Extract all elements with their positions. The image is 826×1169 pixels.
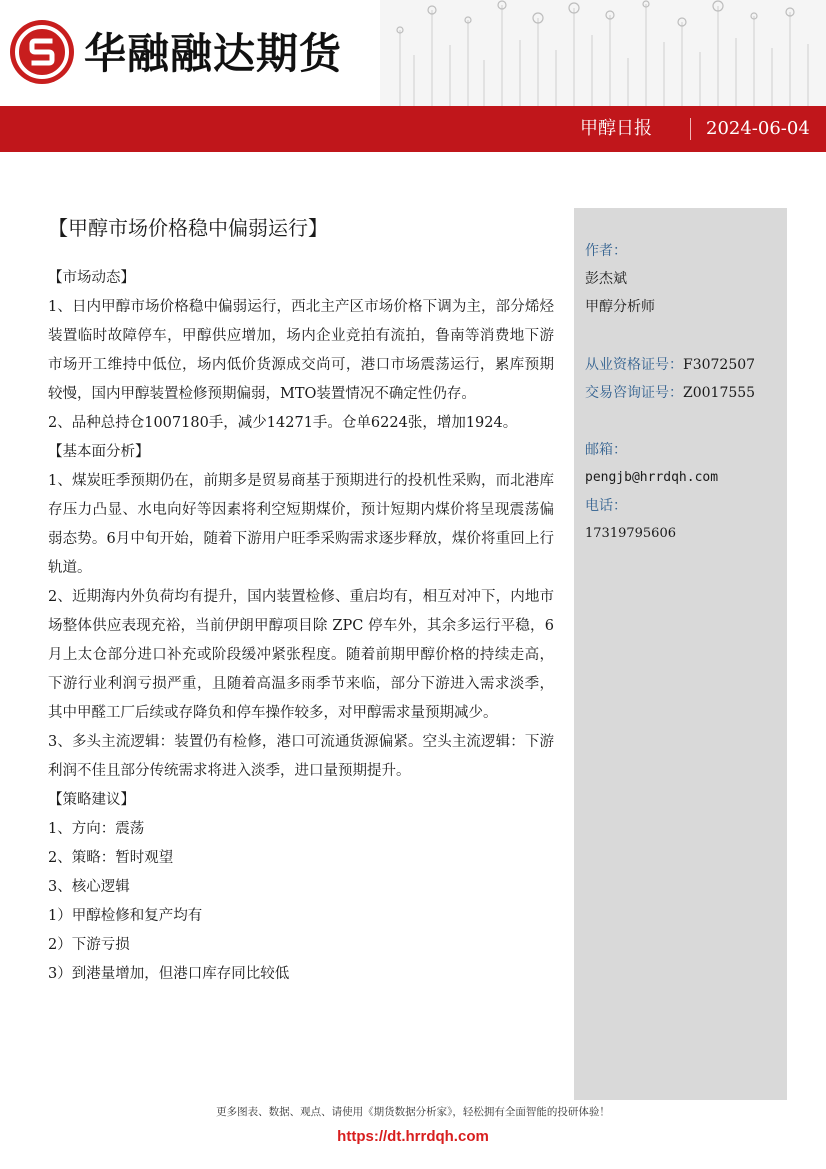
- strategy-item: 3）到港量增加，但港口库存同比较低: [48, 966, 290, 982]
- consult-line: [585, 383, 755, 403]
- paragraph: 2、品种总持仓1007180手，减少14271手。仓单6224张，增加1924。: [48, 415, 518, 431]
- main-content: [48, 210, 554, 989]
- report-date: 2024-06-04: [706, 118, 810, 139]
- article-title: 【甲醇市场价格稳中偏弱运行】: [48, 216, 328, 240]
- paragraph: 2、近期海内外负荷均有提升，国内装置检修、重启均有，相互对冲下，内地市场整体供应表现充裕，当前伊朗甲醇项目除 ZPC 停车外，其余多运行平稳，6月上太仓部分进口补充或阶段缓冲紧张程度。随着前期甲醇价格的持续走高，下游行业利润亏损严重，且随着高温多雨季节来临，部分下游进入需求淡季，其中甲醛工厂后续或存降负和停车操作较多，对甲醇需求量预期减少。: [48, 589, 554, 721]
- paragraph: 1、日内甲醇市场价格稳中偏弱运行，西北主产区市场价格下调为主，部分烯烃装置临时故障停车，甲醇供应增加，场内企业竞拍有流拍，鲁南等消费地下游市场开工维持中低位，场内低价货源成交尚可，港口市场震荡运行，累库预期较慢，国内甲醇装置检修预期偏弱，MTO装置情况不确定性仍存。: [48, 299, 554, 402]
- strategy-item: 2、策略：暂时观望: [48, 850, 174, 866]
- email-label: 邮箱：: [585, 442, 627, 458]
- page-header: [0, 0, 826, 152]
- footer-note: 更多图表、数据、观点、请使用《期货数据分析家》，轻松拥有全面智能的投研体验！: [216, 1106, 610, 1118]
- author-sidebar: [574, 208, 787, 1100]
- qualification-line: [585, 355, 755, 375]
- company-name: 华融融达期货: [84, 29, 343, 78]
- consult-number: Z0017555: [683, 385, 756, 401]
- consult-label: 交易咨询证号：: [585, 385, 683, 401]
- author-name: 彭杰斌: [585, 271, 627, 287]
- paragraph: 3、多头主流逻辑：装置仍有检修，港口可流通货源偏紧。空头主流逻辑：下游利润不佳且部分传统需求将进入淡季，进口量预期提升。: [48, 734, 554, 779]
- phone-label: 电话：: [585, 498, 627, 514]
- header-decoration: [380, 0, 826, 106]
- email-address[interactable]: pengjb@hrrdqh.com: [585, 470, 719, 485]
- strategy-item: 1）甲醇检修和复产均有: [48, 908, 203, 924]
- section-heading: 【基本面分析】: [48, 444, 150, 460]
- author-role: 甲醇分析师: [585, 299, 655, 315]
- section-heading: 【市场动态】: [48, 270, 135, 286]
- header-divider: [690, 118, 691, 140]
- footer-link[interactable]: https://dt.hrrdqh.com: [337, 1128, 489, 1145]
- author-label: 作者：: [585, 243, 627, 259]
- header-red-bar: [0, 106, 826, 152]
- qualification-label: 从业资格证号：: [585, 357, 683, 373]
- paragraph: 1、煤炭旺季预期仍在，前期多是贸易商基于预期进行的投机性采购，而北港库存压力凸显、水电向好等因素将利空短期煤价，预计短期内煤价将呈现震荡偏弱态势。6月中旬开始，随着下游用户旺季采购需求逐步释放，煤价将重回上行轨道。: [48, 473, 554, 576]
- strategy-item: 2）下游亏损: [48, 937, 130, 953]
- section-heading: 【策略建议】: [48, 792, 135, 808]
- strategy-item: 3、核心逻辑: [48, 879, 130, 895]
- strategy-item: 1、方向：震荡: [48, 821, 145, 837]
- qualification-number: F3072507: [683, 357, 756, 373]
- company-logo-icon: [10, 20, 74, 84]
- phone-number: 17319795606: [585, 526, 676, 541]
- report-title: 甲醇日报: [580, 118, 652, 139]
